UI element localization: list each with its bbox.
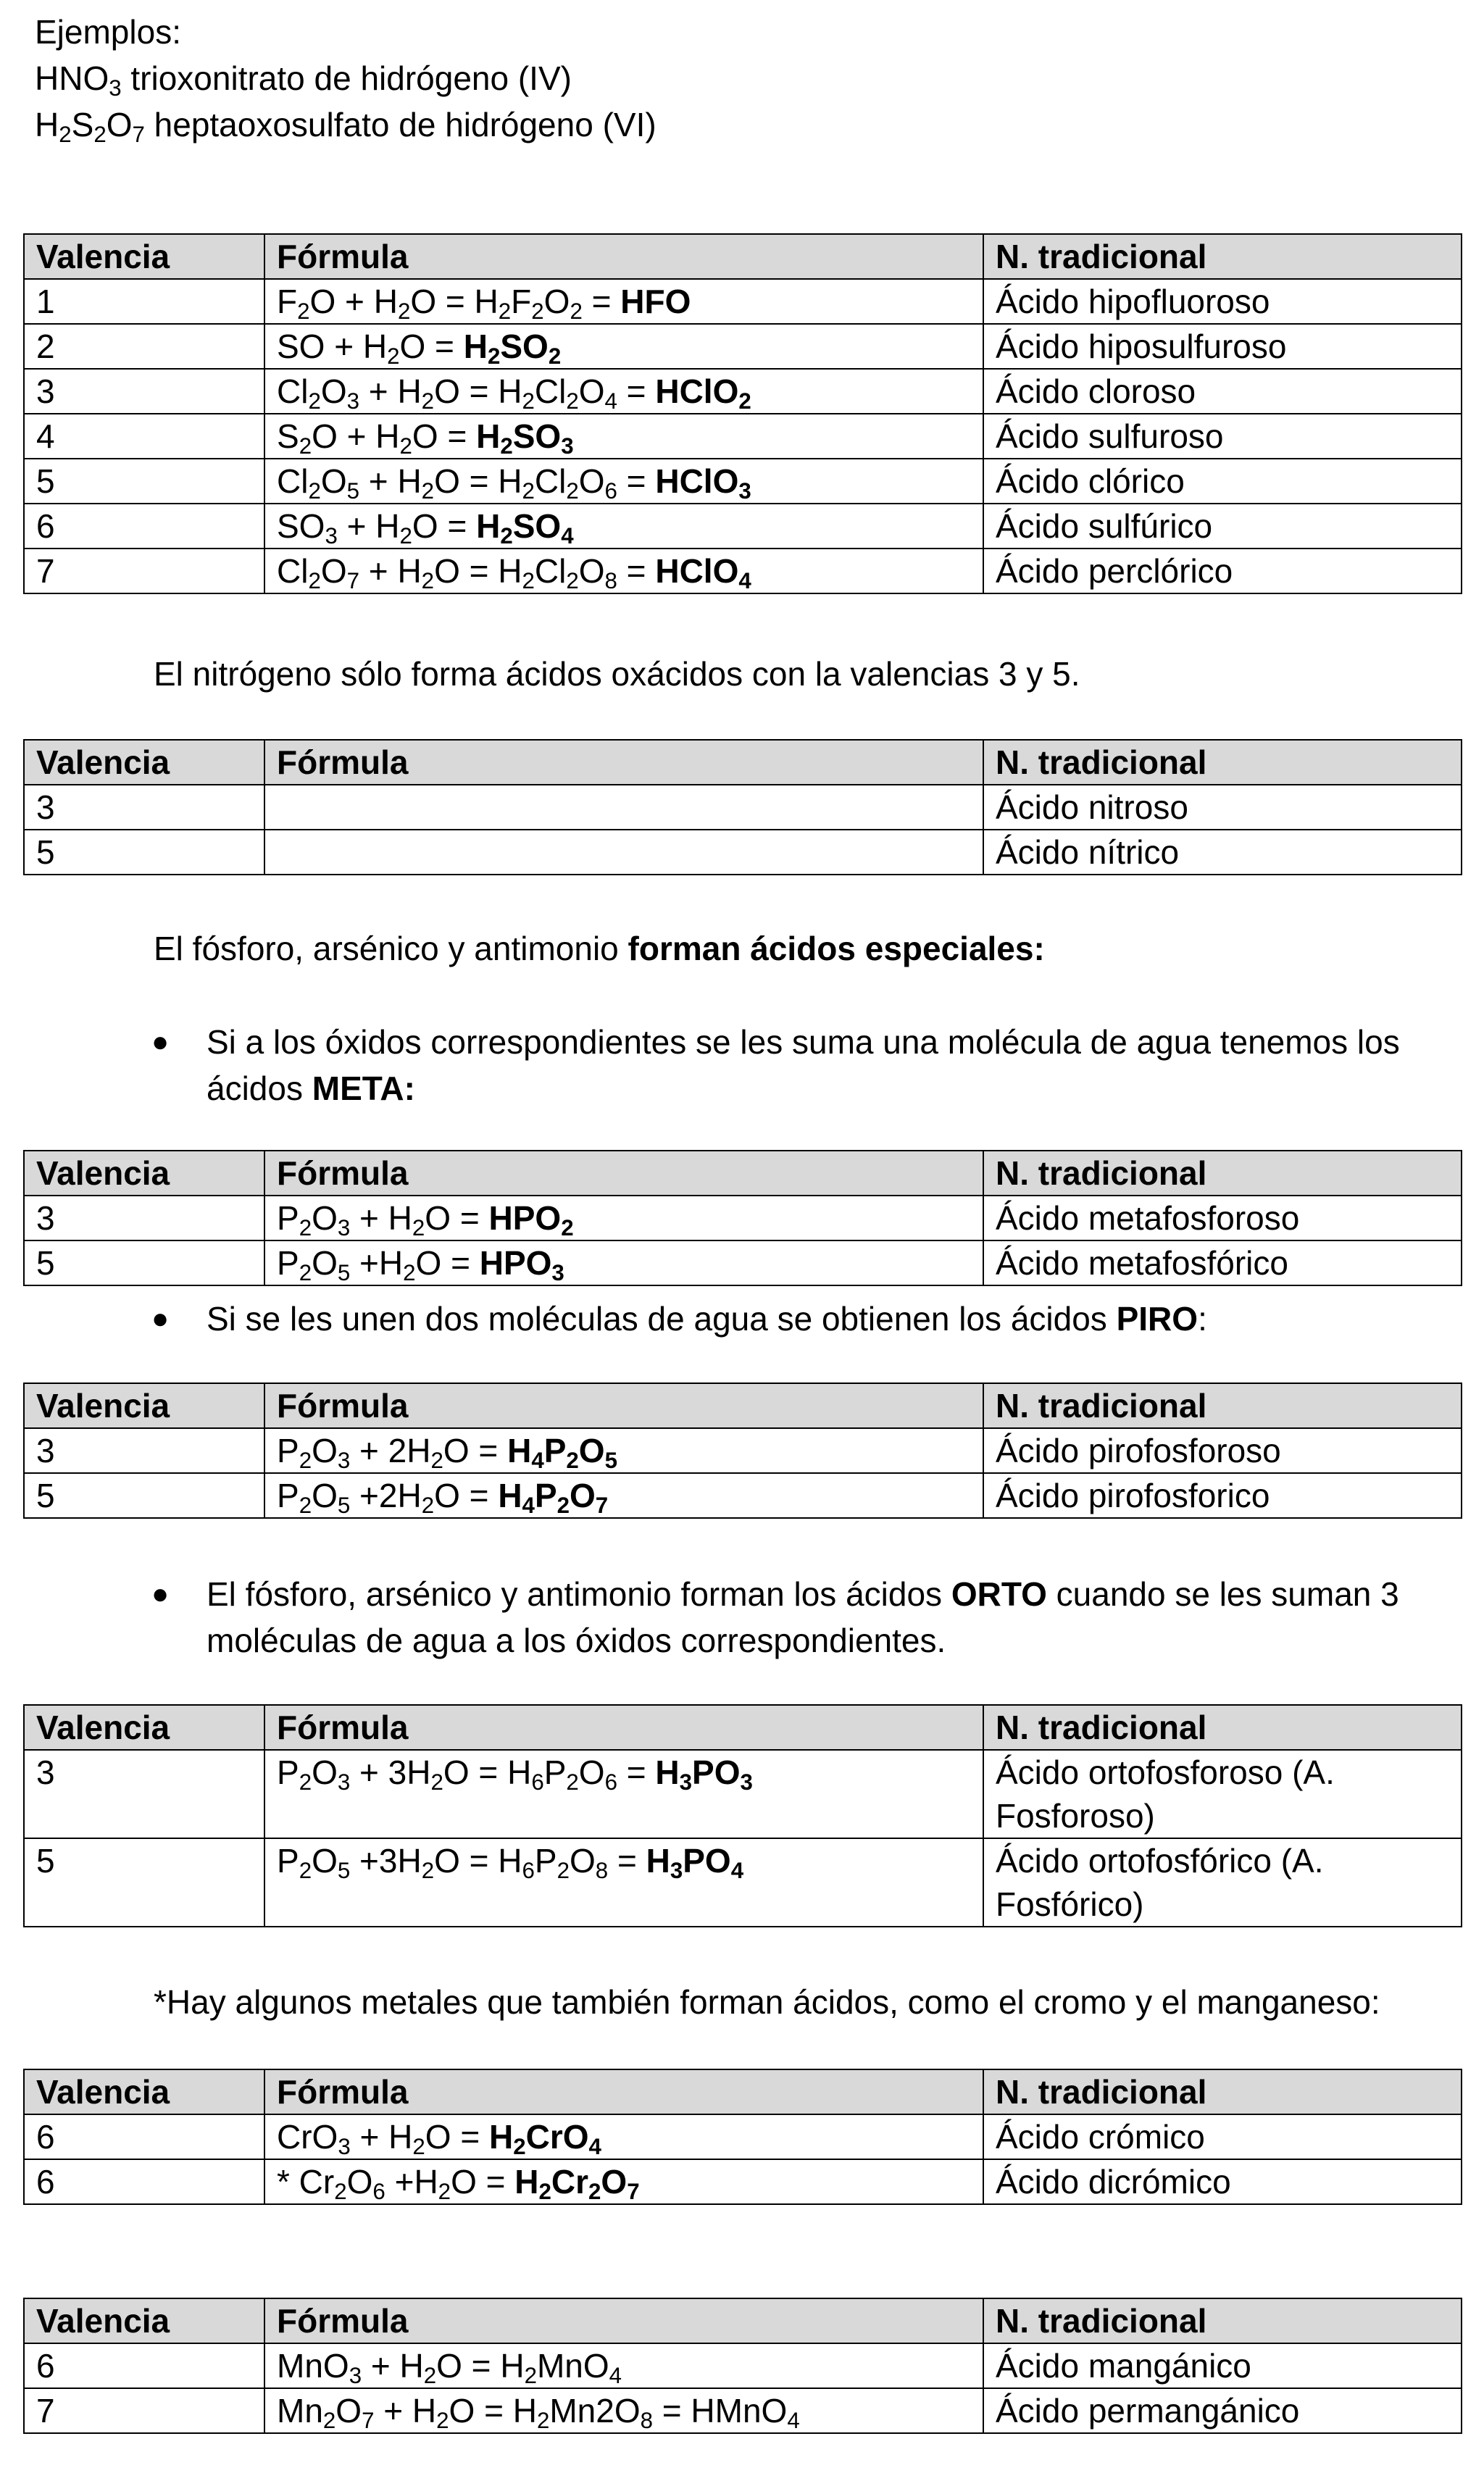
header-nombre: N. tradicional: [983, 1151, 1462, 1196]
table-row: [24, 504, 1462, 549]
nombre-cell: Ácido perclórico: [983, 549, 1462, 593]
example-line: $H_2S_2O_7$ heptaoxosulfato de hidrógeno (VI): [35, 106, 656, 147]
table-row: [24, 1838, 1462, 1927]
bullet-meta: [151, 1019, 1438, 1112]
nombre-cell: Ácido ortofosfórico (A. Fosfórico): [983, 1838, 1462, 1927]
valencia-cell: 5: [24, 459, 264, 504]
table-header-row: [24, 2298, 1462, 2343]
table-row: [24, 1428, 1462, 1473]
table-row: [24, 830, 1462, 875]
nombre-cell: Ácido metafosforoso: [983, 1196, 1462, 1240]
table-row: [24, 459, 1462, 504]
formula-cell: [264, 830, 983, 875]
formula-cell: $P_2O_5 +3H_2O = H_6P_2O_8 = H_3PO_4$: [264, 1838, 983, 1927]
formula-cell: $S_2O + H_2O = H_2SO_3$: [264, 414, 983, 459]
header-nombre: N. tradicional: [983, 1705, 1462, 1750]
header-nombre: N. tradicional: [983, 740, 1462, 785]
nombre-cell: Ácido nitroso: [983, 785, 1462, 830]
header-valencia: Valencia: [24, 234, 264, 279]
valencia-cell: 3: [24, 785, 264, 830]
table-header-row: [24, 1705, 1462, 1750]
table-row: [24, 2159, 1462, 2204]
table-header-row: [24, 234, 1462, 279]
table-header-row: [24, 740, 1462, 785]
formula-cell: $Cl_2O_3 + H_2O = H_2Cl_2O_4$ = HClO$_2$: [264, 369, 983, 414]
formula-cell: $P_2O_3 + H_2O = HPO_2$: [264, 1196, 983, 1240]
table-row: [24, 369, 1462, 414]
special-acids-note: El fósforo, arsénico y antimonio forman ácidos especiales:: [154, 930, 1045, 967]
header-valencia: Valencia: [24, 2069, 264, 2114]
formula-cell: SO + $H_2O = H_2SO_2$: [264, 324, 983, 369]
nitrogen-note: El nitrógeno sólo forma ácidos oxácidos con la valencias 3 y 5.: [154, 655, 1080, 693]
table-row: [24, 2114, 1462, 2159]
example-line: $HNO_3$ trioxonitrato de hidrógeno (IV): [35, 59, 572, 101]
valencia-cell: 3: [24, 1428, 264, 1473]
table-header-row: [24, 1383, 1462, 1428]
table-row: [24, 785, 1462, 830]
formula-cell: $P_2O_5 +H_2O = HPO_3$: [264, 1240, 983, 1285]
acids-table-halogens-sulfur: [23, 233, 1462, 594]
formula-cell: $P_2O_5 +2H_2O = H_4P_2O_7$: [264, 1473, 983, 1518]
header-valencia: Valencia: [24, 740, 264, 785]
examples-block: [35, 9, 1455, 148]
nombre-cell: Ácido hipofluoroso: [983, 279, 1462, 324]
formula-cell: $SO_3 + H_2O = H_2SO_4$: [264, 504, 983, 549]
table-row: [24, 1196, 1462, 1240]
nombre-cell: Ácido sulfúrico: [983, 504, 1462, 549]
header-formula: Fórmula: [264, 1705, 983, 1750]
formula-cell: $F_2O + H_2O = H_2F_2O_2$ = HFO: [264, 279, 983, 324]
valencia-cell: 7: [24, 549, 264, 593]
header-valencia: Valencia: [24, 1383, 264, 1428]
header-formula: Fórmula: [264, 740, 983, 785]
header-valencia: Valencia: [24, 2298, 264, 2343]
valencia-cell: 1: [24, 279, 264, 324]
formula-cell: $Cl_2O_5 + H_2O = H_2Cl_2O_6$ = HClO$_3$: [264, 459, 983, 504]
formula-cell: $CrO_3 + H_2O = H_2CrO_4$: [264, 2114, 983, 2159]
header-formula: Fórmula: [264, 1151, 983, 1196]
nombre-cell: Ácido hiposulfuroso: [983, 324, 1462, 369]
nombre-cell: Ácido crómico: [983, 2114, 1462, 2159]
valencia-cell: 6: [24, 2114, 264, 2159]
formula-cell: $Cl_2O_7 + H_2O = H_2Cl_2O_8$ = HClO$_4$: [264, 549, 983, 593]
nombre-cell: Ácido sulfuroso: [983, 414, 1462, 459]
valencia-cell: 6: [24, 2159, 264, 2204]
valencia-cell: 5: [24, 1240, 264, 1285]
formula-cell: [264, 785, 983, 830]
header-valencia: Valencia: [24, 1151, 264, 1196]
valencia-cell: 5: [24, 1473, 264, 1518]
nombre-cell: Ácido cloroso: [983, 369, 1462, 414]
valencia-cell: 3: [24, 1196, 264, 1240]
bullet-dot-icon: ●: [151, 1303, 170, 1335]
nombre-cell: Ácido permangánico: [983, 2388, 1462, 2433]
formula-cell: $P_2O_3 + 3H_2O = H_6P_2O_6 = H_3PO_3$: [264, 1750, 983, 1838]
bullet-orto: [151, 1571, 1438, 1664]
table-row: [24, 2343, 1462, 2388]
header-valencia: Valencia: [24, 1705, 264, 1750]
metals-note: *Hay algunos metales que también forman ácidos, como el cromo y el manganeso:: [154, 1983, 1380, 2021]
header-nombre: N. tradicional: [983, 2069, 1462, 2114]
table-header-row: [24, 1151, 1462, 1196]
table-row: [24, 549, 1462, 593]
valencia-cell: 7: [24, 2388, 264, 2433]
nombre-cell: Ácido dicrómico: [983, 2159, 1462, 2204]
header-formula: Fórmula: [264, 2298, 983, 2343]
header-nombre: N. tradicional: [983, 1383, 1462, 1428]
table-header-row: [24, 2069, 1462, 2114]
header-nombre: N. tradicional: [983, 234, 1462, 279]
valencia-cell: 3: [24, 1750, 264, 1838]
nombre-cell: Ácido nítrico: [983, 830, 1462, 875]
table-row: [24, 414, 1462, 459]
formula-cell: $Mn_2O_7 + H_2O = H_2Mn2O_8$ = HMnO$_4$: [264, 2388, 983, 2433]
acids-table-piro: [23, 1383, 1462, 1519]
nombre-cell: Ácido metafosfórico: [983, 1240, 1462, 1285]
bullet-orto-text: El fósforo, arsénico y antimonio forman los ácidos ORTO cuando se les suman 3 moléculas de agua a los óxidos correspondientes.: [207, 1575, 1399, 1659]
valencia-cell: 2: [24, 324, 264, 369]
table-row: [24, 324, 1462, 369]
bullet-piro: [151, 1296, 1438, 1342]
table-row: [24, 1473, 1462, 1518]
header-nombre: N. tradicional: [983, 2298, 1462, 2343]
valencia-cell: 5: [24, 1838, 264, 1927]
acids-table-nitrogen: [23, 739, 1462, 875]
acids-table-chromium: [23, 2069, 1462, 2205]
acids-table-orto: [23, 1704, 1462, 1927]
valencia-cell: 6: [24, 504, 264, 549]
formula-cell: $MnO_3 + H_2O = H_2MnO_4$: [264, 2343, 983, 2388]
table-row: [24, 1750, 1462, 1838]
header-formula: Fórmula: [264, 2069, 983, 2114]
header-formula: Fórmula: [264, 234, 983, 279]
valencia-cell: 4: [24, 414, 264, 459]
valencia-cell: 3: [24, 369, 264, 414]
valencia-cell: 6: [24, 2343, 264, 2388]
bullet-meta-text: Si a los óxidos correspondientes se les suma una molécula de agua tenemos los ácidos META:: [207, 1023, 1400, 1107]
nombre-cell: Ácido pirofosforoso: [983, 1428, 1462, 1473]
bullet-dot-icon: ●: [151, 1026, 170, 1058]
header-formula: Fórmula: [264, 1383, 983, 1428]
valencia-cell: 5: [24, 830, 264, 875]
nombre-cell: Ácido ortofosforoso (A. Fosforoso): [983, 1750, 1462, 1838]
bullet-piro-text: Si se les unen dos moléculas de agua se obtienen los ácidos PIRO:: [207, 1300, 1207, 1338]
acids-table-meta: [23, 1150, 1462, 1286]
examples-title: Ejemplos:: [35, 13, 181, 51]
table-row: [24, 2388, 1462, 2433]
formula-cell: $P_2O_3 + 2H_2O = H_4P_2O_5$: [264, 1428, 983, 1473]
acids-table-manganese: [23, 2298, 1462, 2434]
table-row: [24, 279, 1462, 324]
nombre-cell: Ácido mangánico: [983, 2343, 1462, 2388]
nombre-cell: Ácido pirofosforico: [983, 1473, 1462, 1518]
bullet-dot-icon: ●: [151, 1578, 170, 1610]
formula-cell: * $Cr_2O_6 +H_2O = H_2Cr_2O_7$: [264, 2159, 983, 2204]
table-row: [24, 1240, 1462, 1285]
nombre-cell: Ácido clórico: [983, 459, 1462, 504]
